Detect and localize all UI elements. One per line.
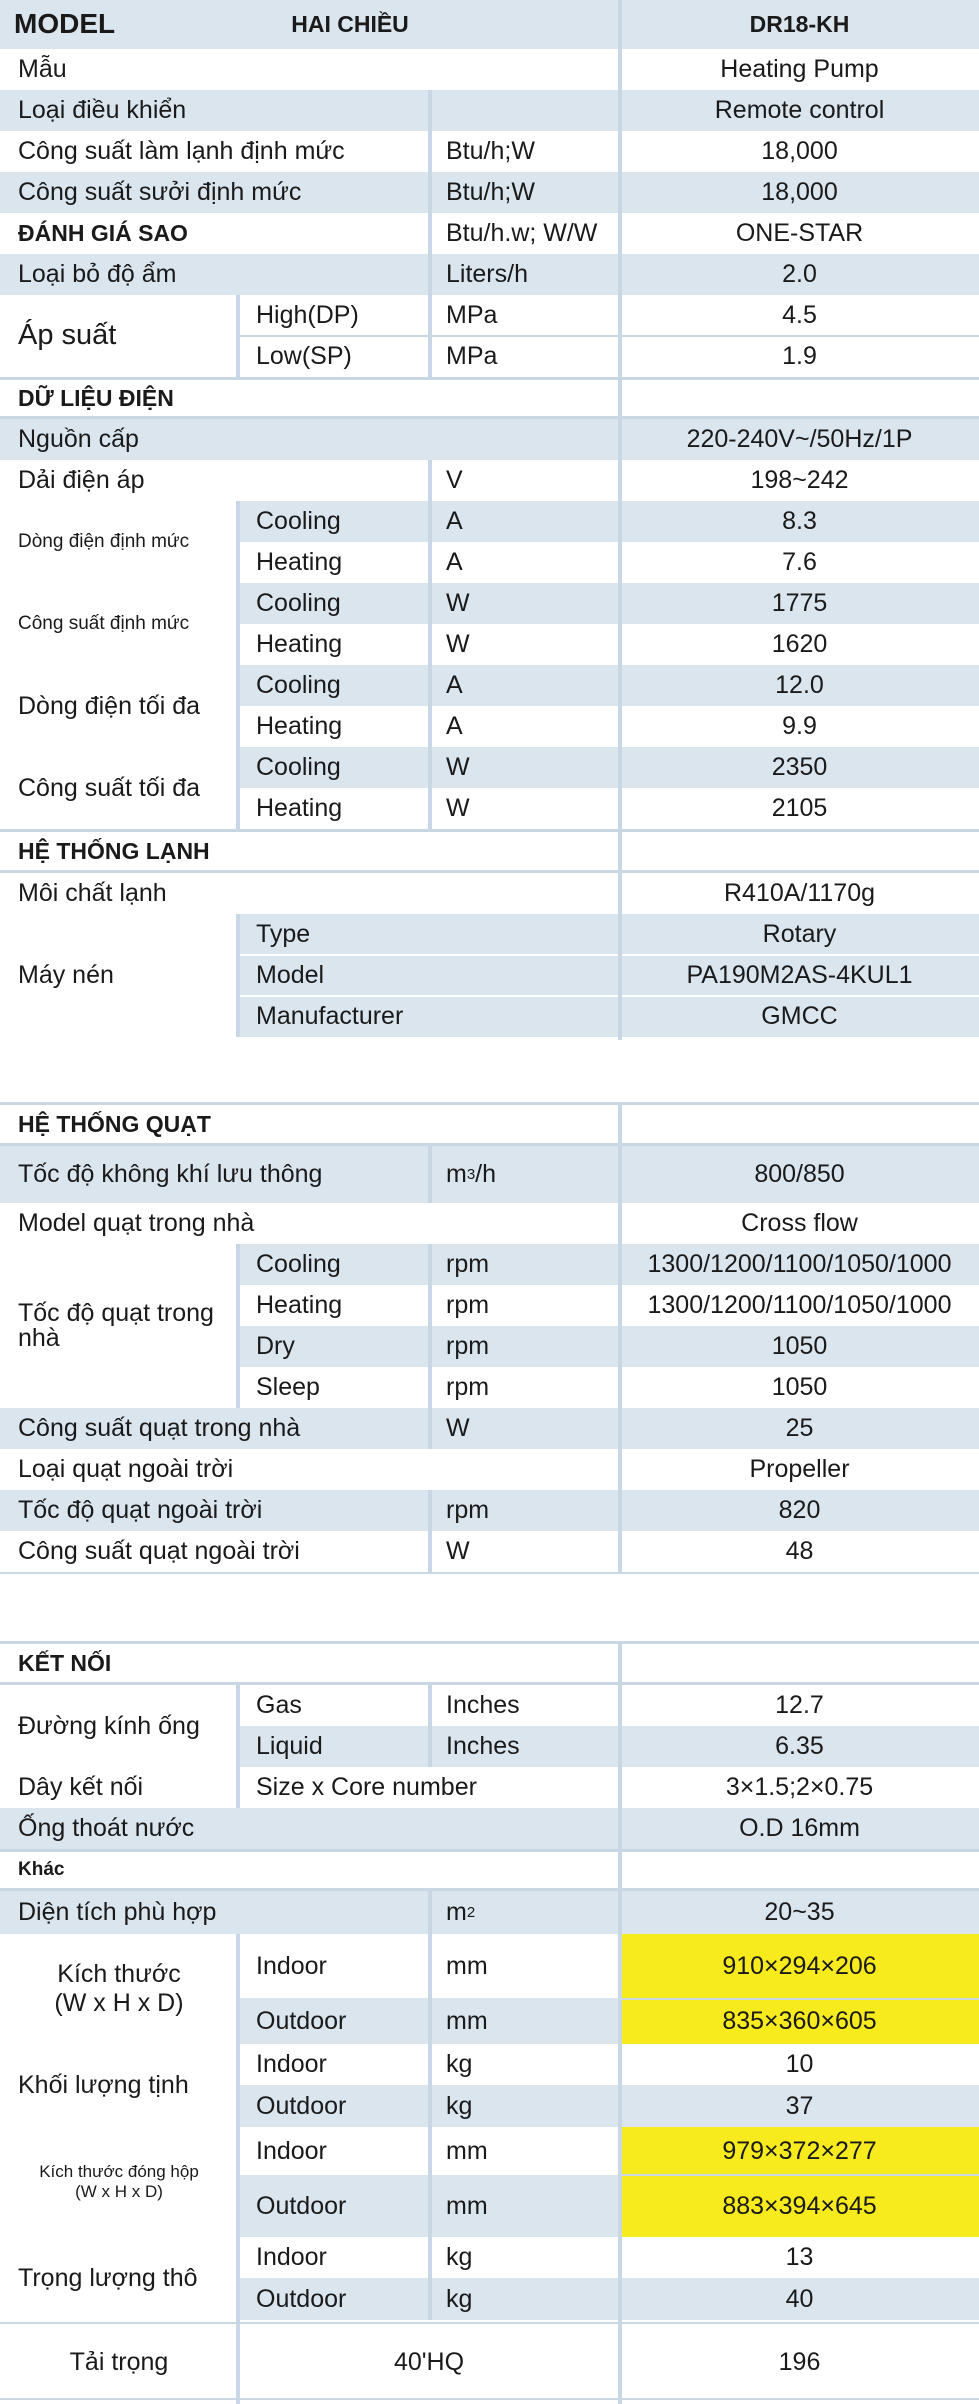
- heating-capacity-value: 18,000: [761, 178, 838, 207]
- pipe-liquid-unit: Inches: [430, 1726, 620, 1767]
- cooling-capacity-label: Công suất làm lạnh định mức: [18, 137, 345, 166]
- packing-indoor-sub: Indoor: [256, 2136, 327, 2165]
- power-supply-value: 220-240V~/50Hz/1P: [686, 425, 913, 454]
- divider: [238, 995, 979, 997]
- packing-outdoor-unit: mm: [430, 2175, 620, 2237]
- indoor-fan-model-label: Model quạt trong nhà: [18, 1209, 255, 1238]
- row-max-current: [0, 665, 979, 747]
- net-weight-indoor-value: 10: [785, 2050, 814, 2079]
- pressure-high-sub: High(DP): [256, 301, 359, 330]
- drain-pipe-value: O.D 16mm: [739, 1814, 860, 1843]
- max-power-cooling-sub: Cooling: [256, 753, 341, 782]
- refrigeration-title: HỆ THỐNG LẠNH: [18, 837, 210, 864]
- column-divider: [236, 914, 240, 1037]
- indoor-fan-power-unit: W: [446, 1414, 470, 1443]
- voltage-range-value: 198~242: [750, 466, 849, 495]
- dimensions-indoor-sub: Indoor: [256, 1951, 327, 1980]
- packing-label-line1: Kích thước đóng hộp: [39, 2162, 199, 2182]
- star-rating-value: ONE-STAR: [735, 219, 864, 248]
- packing-label-line2: (W x H x D): [75, 2182, 163, 2201]
- rated-current-cooling-value: 8.3: [782, 507, 817, 536]
- gross-weight-indoor-sub: Indoor: [256, 2243, 327, 2272]
- compressor-model-value: PA190M2AS-4KUL1: [620, 955, 979, 996]
- indoor-fan-dry-sub: Dry: [238, 1326, 430, 1367]
- indoor-fan-cooling-sub: Cooling: [238, 1244, 430, 1285]
- model-label: MODEL: [14, 8, 116, 40]
- column-divider: [428, 1685, 432, 1767]
- net-weight-outdoor-sub: Outdoor: [238, 2085, 430, 2127]
- outdoor-fan-power-unit: W: [446, 1537, 470, 1566]
- row-outdoor-fan-speed: [0, 1490, 979, 1531]
- column-divider: [428, 1891, 432, 2320]
- row-dehumidification: [0, 254, 979, 295]
- cable-value: 3×1.5;2×0.75: [725, 1773, 874, 1802]
- outdoor-fan-power-label: Công suất quạt ngoài trời: [18, 1537, 300, 1566]
- refrigerant-value: R410A/1170g: [723, 879, 876, 908]
- electrical-section-header: [0, 377, 979, 419]
- row-cooling-capacity: [0, 131, 979, 172]
- pressure-high-value: 4.5: [782, 301, 817, 330]
- column-divider: [428, 1146, 432, 1203]
- pipe-diameter-label: Đường kính ống: [18, 1711, 200, 1740]
- row-packing-dimensions: [0, 2127, 979, 2237]
- column-divider: [618, 1641, 622, 2404]
- dimensions-label-line2: (W x H x D): [54, 1989, 184, 2017]
- row-airflow: [0, 1146, 979, 1203]
- refrigerant-label: Môi chất lạnh: [18, 879, 167, 908]
- compressor-manufacturer-sub: Manufacturer: [238, 996, 620, 1037]
- packing-indoor-unit: mm: [446, 2136, 488, 2165]
- connection-title: KẾT NỐI: [18, 1649, 112, 1676]
- pressure-low-value: 1.9: [782, 342, 817, 371]
- row-heating-capacity: [0, 172, 979, 213]
- compressor-label: Máy nén: [18, 961, 114, 990]
- dehumidification-value: 2.0: [782, 260, 817, 289]
- divider: [0, 2398, 979, 2400]
- indoor-fan-heating-value: 1300/1200/1100/1050/1000: [647, 1291, 952, 1320]
- outdoor-fan-speed-label: Tốc độ quạt ngoài trời: [18, 1496, 263, 1525]
- cable-label: Dây kết nối: [18, 1773, 144, 1802]
- column-divider: [618, 1102, 622, 1572]
- column-divider: [236, 501, 240, 829]
- row-star-rating: [0, 213, 979, 254]
- model-value: DR18-KH: [749, 11, 850, 38]
- dimensions-outdoor-unit: mm: [430, 1998, 620, 2044]
- row-drain-pipe: [0, 1808, 979, 1849]
- electrical-title: DỮ LIỆU ĐIỆN: [18, 384, 174, 411]
- rated-power-cooling-unit: W: [446, 589, 470, 618]
- fan-title: HỆ THỐNG QUẠT: [18, 1110, 211, 1137]
- net-weight-outdoor-unit: kg: [430, 2085, 620, 2127]
- outdoor-fan-type-label: Loại quạt ngoài trời: [18, 1455, 234, 1484]
- rated-power-label: Công suất định mức: [0, 583, 238, 665]
- indoor-fan-dry-value: 1050: [620, 1326, 979, 1367]
- max-current-heating-sub: Heating: [238, 706, 430, 747]
- connection-section-header: [0, 1641, 979, 1685]
- rated-current-heating-value: 7.6: [620, 542, 979, 583]
- dimensions-indoor-unit: mm: [446, 1951, 488, 1980]
- column-divider: [236, 1934, 240, 2404]
- column-divider: [618, 0, 622, 1040]
- star-rating-label: ĐÁNH GIÁ SAO: [18, 220, 188, 247]
- suitable-area-unit: m 2: [446, 1898, 476, 1927]
- indoor-fan-speed-label: Tốc độ quạt trong nhà: [18, 1299, 214, 1352]
- indoor-fan-power-value: 25: [785, 1414, 814, 1443]
- cable-sub: Size x Core number: [256, 1773, 477, 1802]
- dimensions-outdoor-value: 835×360×605: [620, 1998, 979, 2044]
- fan-section-header: [0, 1102, 979, 1146]
- outdoor-fan-type-value: Propeller: [749, 1455, 850, 1484]
- column-divider: [236, 295, 240, 377]
- net-weight-indoor-sub: Indoor: [256, 2050, 327, 2079]
- load-label: Tải trọng: [69, 2347, 169, 2376]
- rated-power-cooling-value: 1775: [771, 589, 828, 618]
- row-dimensions: [0, 1934, 979, 2044]
- outdoor-fan-power-value: 48: [785, 1537, 814, 1566]
- rated-current-label: Dòng điện định mức: [0, 501, 238, 583]
- other-section-header: [0, 1849, 979, 1891]
- row-outdoor-fan-power: [0, 1531, 979, 1572]
- load-value: 196: [778, 2347, 821, 2376]
- packing-dimensions-label: [0, 2127, 238, 2237]
- net-weight-label: Khối lượng tịnh: [18, 2071, 189, 2100]
- indoor-fan-dry-unit: rpm: [430, 1326, 620, 1367]
- rated-current-heating-sub: Heating: [238, 542, 430, 583]
- row-load: [0, 2320, 979, 2404]
- column-divider: [236, 1685, 240, 1808]
- indoor-fan-sleep-value: 1050: [771, 1373, 828, 1402]
- gross-weight-indoor-value: 13: [785, 2243, 814, 2272]
- divider: [0, 1572, 979, 1574]
- airflow-label: Tốc độ không khí lưu thông: [18, 1160, 323, 1189]
- dehumidification-unit: Liters/h: [446, 260, 528, 289]
- row-voltage-range: [0, 460, 979, 501]
- control-label: Loại điều khiển: [18, 96, 187, 125]
- control-value: Remote control: [714, 96, 885, 125]
- indoor-fan-sleep-sub: Sleep: [256, 1373, 320, 1402]
- divider: [620, 2174, 979, 2176]
- divider: [620, 1998, 979, 2000]
- compressor-type-sub: Type: [238, 914, 620, 955]
- outdoor-fan-speed-value: 820: [778, 1496, 821, 1525]
- other-title: Khác: [18, 1859, 65, 1881]
- indoor-fan-sleep-unit: rpm: [446, 1373, 490, 1402]
- packing-indoor-value: 979×372×277: [620, 2127, 979, 2175]
- mau-value: Heating Pump: [720, 55, 879, 84]
- row-indoor-fan-speed: [0, 1244, 979, 1408]
- max-power-heating-sub: Heating: [238, 788, 430, 829]
- max-power-cooling-value: 2350: [771, 753, 828, 782]
- row-cable: [0, 1767, 979, 1808]
- indoor-fan-cooling-value: 1300/1200/1100/1050/1000: [620, 1244, 979, 1285]
- pressure-low-sub: Low(SP): [256, 342, 352, 371]
- row-pipe-diameter: [0, 1685, 979, 1767]
- row-max-power: [0, 747, 979, 829]
- pipe-liquid-value: 6.35: [620, 1726, 979, 1767]
- type-label: HAI CHIỀU: [291, 11, 409, 38]
- gross-weight-indoor-unit: kg: [446, 2243, 473, 2272]
- pressure-label: Áp suất: [18, 319, 117, 352]
- net-weight-outdoor-value: 37: [620, 2085, 979, 2127]
- gross-weight-outdoor-sub: Outdoor: [238, 2278, 430, 2320]
- row-indoor-fan-model: [0, 1203, 979, 1244]
- column-divider: [428, 1244, 432, 1449]
- gross-weight-outdoor-unit: kg: [430, 2278, 620, 2320]
- rated-power-heating-sub: Heating: [238, 624, 430, 665]
- mau-label: Mẫu: [18, 55, 67, 84]
- row-net-weight: [0, 2044, 979, 2127]
- compressor-type-value: Rotary: [620, 914, 979, 955]
- row-compressor: [0, 914, 979, 1037]
- airflow-unit: m 3 /h: [446, 1160, 497, 1189]
- max-power-heating-unit: W: [430, 788, 620, 829]
- divider: [238, 335, 979, 337]
- drain-pipe-label: Ống thoát nước: [18, 1814, 195, 1843]
- row-suitable-area: [0, 1891, 979, 1934]
- max-current-cooling-unit: A: [446, 671, 463, 700]
- load-container: 40'HQ: [393, 2347, 465, 2376]
- max-current-label: Dòng điện tối đa: [0, 665, 238, 747]
- dimensions-label: [0, 1934, 238, 2044]
- row-gross-weight: [0, 2237, 979, 2320]
- rated-current-cooling-sub: Cooling: [256, 507, 341, 536]
- suitable-area-label: Diện tích phù hợp: [18, 1898, 217, 1927]
- divider: [238, 954, 979, 956]
- pipe-liquid-sub: Liquid: [238, 1726, 430, 1767]
- pipe-gas-unit: Inches: [446, 1691, 520, 1720]
- refrigeration-section-header: [0, 829, 979, 873]
- dimensions-label-line1: Kích thước: [57, 1960, 181, 1989]
- row-rated-current: [0, 501, 979, 583]
- outdoor-fan-speed-unit: rpm: [446, 1496, 490, 1525]
- voltage-range-label: Dải điện áp: [18, 466, 145, 495]
- max-power-label: Công suất tối đa: [0, 747, 238, 829]
- divider: [0, 2322, 979, 2324]
- row-power-supply: [0, 419, 979, 460]
- rated-power-heating-unit: W: [430, 624, 620, 665]
- row-indoor-fan-power: [0, 1408, 979, 1449]
- dimensions-indoor-value: 910×294×206: [620, 1934, 979, 1998]
- rated-power-heating-value: 1620: [620, 624, 979, 665]
- gross-weight-outdoor-value: 40: [620, 2278, 979, 2320]
- compressor-model-sub: Model: [238, 955, 620, 996]
- indoor-fan-power-label: Công suất quạt trong nhà: [18, 1414, 301, 1443]
- indoor-fan-heating-sub: Heating: [256, 1291, 343, 1320]
- row-rated-power: [0, 583, 979, 665]
- cooling-capacity-value: 18,000: [761, 137, 838, 166]
- indoor-fan-model-value: Cross flow: [741, 1209, 858, 1238]
- star-rating-unit: Btu/h.w; W/W: [446, 219, 598, 248]
- heating-capacity-label: Công suất sưởi định mức: [18, 178, 302, 207]
- indoor-fan-heating-unit: rpm: [446, 1291, 490, 1320]
- packing-outdoor-value: 883×394×645: [620, 2175, 979, 2237]
- column-divider: [236, 1244, 240, 1408]
- max-current-heating-value: 9.9: [620, 706, 979, 747]
- suitable-area-value: 20~35: [764, 1898, 835, 1927]
- column-divider: [428, 460, 432, 829]
- net-weight-indoor-unit: kg: [446, 2050, 473, 2079]
- airflow-value: 800/850: [754, 1160, 845, 1189]
- header-row: [0, 0, 979, 49]
- pressure-high-unit: MPa: [446, 301, 498, 330]
- rated-current-heating-unit: A: [430, 542, 620, 583]
- column-divider: [428, 90, 432, 380]
- voltage-range-unit: V: [446, 466, 463, 495]
- max-current-heating-unit: A: [430, 706, 620, 747]
- row-mau: [0, 49, 979, 90]
- column-divider: [428, 1490, 432, 1572]
- dimensions-outdoor-sub: Outdoor: [238, 1998, 430, 2044]
- dehumidification-label: Loại bỏ độ ẩm: [18, 260, 177, 289]
- power-supply-label: Nguồn cấp: [18, 425, 139, 454]
- row-outdoor-fan-type: [0, 1449, 979, 1490]
- indoor-fan-cooling-unit: rpm: [430, 1244, 620, 1285]
- compressor-manufacturer-value: GMCC: [620, 996, 979, 1037]
- max-power-heating-value: 2105: [620, 788, 979, 829]
- pressure-low-unit: MPa: [446, 342, 498, 371]
- max-power-cooling-unit: W: [446, 753, 470, 782]
- packing-outdoor-sub: Outdoor: [238, 2175, 430, 2237]
- heating-capacity-unit: Btu/h;W: [446, 178, 535, 207]
- max-current-cooling-sub: Cooling: [256, 671, 341, 700]
- rated-power-cooling-sub: Cooling: [256, 589, 341, 618]
- row-control: [0, 90, 979, 131]
- max-current-cooling-value: 12.0: [775, 671, 824, 700]
- cooling-capacity-unit: Btu/h;W: [446, 137, 535, 166]
- rated-current-cooling-unit: A: [446, 507, 463, 536]
- pipe-gas-sub: Gas: [256, 1691, 302, 1720]
- gross-weight-label: Trọng lượng thô: [18, 2264, 198, 2293]
- pipe-gas-value: 12.7: [775, 1691, 824, 1720]
- row-refrigerant: [0, 873, 979, 914]
